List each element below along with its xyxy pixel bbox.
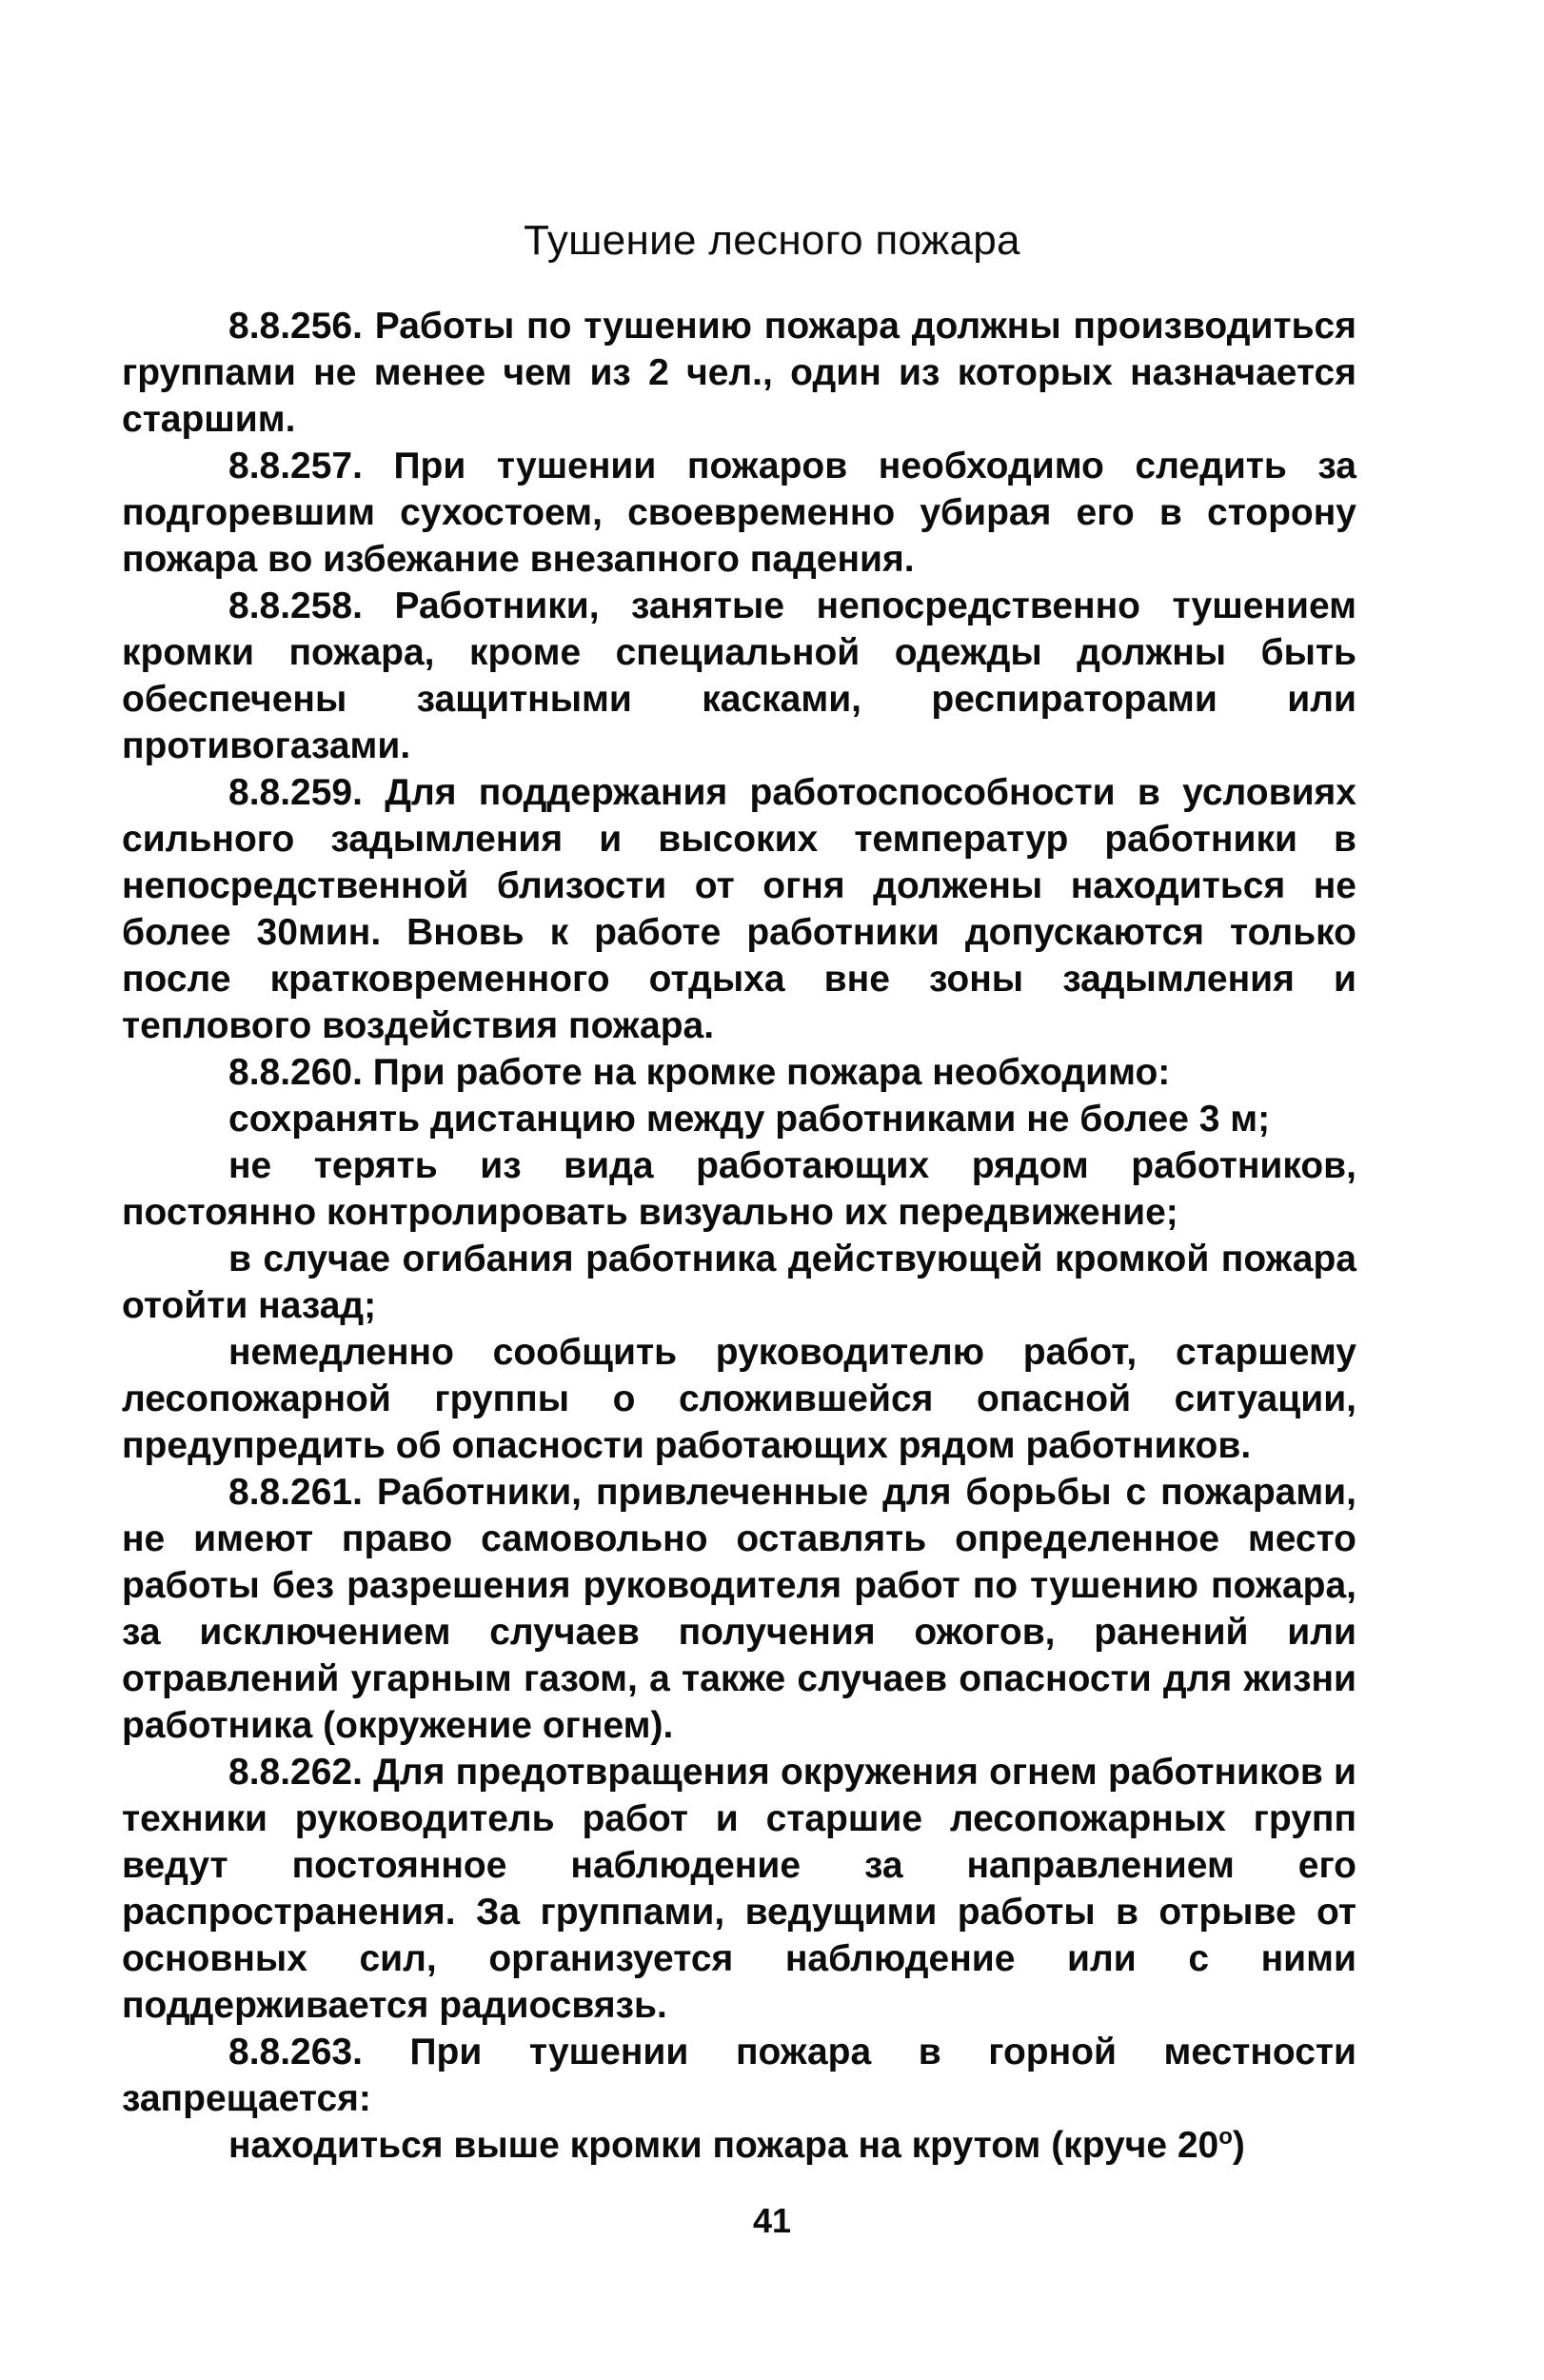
degree-superscript: о bbox=[1218, 2124, 1233, 2150]
final-line-text: находиться выше кромки пожара на крутом (круче 20 bbox=[228, 2125, 1219, 2166]
body-text bbox=[122, 303, 1356, 2169]
list-item-distance: сохранять дистанцию между работниками не более 3 м; bbox=[228, 1099, 1271, 1140]
paragraph-8-8-260: 8.8.260. При работе на кромке пожара необходимо: bbox=[228, 1052, 1171, 1093]
paragraph-8-8-261: 8.8.261. Работники, привлеченные для борьбы с пожарами, не имеют право самовольно оставлять определенное место работы без разрешения руководителя работ по тушению пожара, за исключением случаев получения ожогов, ранений или отравлений угарным газом, а также случаев опасности для жизни работника (окружение огнем). bbox=[122, 1472, 1356, 1746]
final-line-closing: ) bbox=[1232, 2125, 1245, 2166]
list-item-step-back: в случае огибания работника действующей кромкой пожара отойти назад; bbox=[122, 1239, 1356, 1326]
paragraph-8-8-256: 8.8.256. Работы по тушению пожара должны производиться группами не менее чем из 2 чел., один из которых назначается старшим. bbox=[122, 306, 1356, 440]
page-number: 41 bbox=[752, 2201, 792, 2240]
list-item-report-danger: немедленно сообщить руководителю работ, старшему лесопожарной группы о сложившейся опасной ситуации, предупредить об опасности работающих рядом работников. bbox=[122, 1332, 1356, 1466]
paragraph-8-8-257: 8.8.257. При тушении пожаров необходимо следить за подгоревшим сухостоем, своевременно убирая его в сторону пожара во избежание внезапного падения. bbox=[122, 446, 1356, 580]
paragraph-8-8-259: 8.8.259. Для поддержания работоспособности в условиях сильного задымления и высоких температур работники в непосредственной близости от огня должены находиться не более 30мин. Вновь к работе работники допускаются только после кратковременного отдыха вне зоны задымления и теплового воздействия пожара. bbox=[122, 772, 1356, 1046]
list-item-above-edge bbox=[122, 2122, 1356, 2169]
running-head: Тушение лесного пожара bbox=[524, 217, 1020, 264]
paragraph-8-8-263: 8.8.263. При тушении пожара в горной местности запрещается: bbox=[122, 2032, 1356, 2119]
paragraph-8-8-262: 8.8.262. Для предотвращения окружения огнем работников и техники руководитель работ и старшие лесопожарных групп ведут постоянное наблюдение за направлением его распространения. За группами, ведущими работы в отрыве от основных сил, организуется наблюдение или с ними поддерживается радиосвязь. bbox=[122, 1752, 1356, 2026]
paragraph-8-8-258: 8.8.258. Работники, занятые непосредственно тушением кромки пожара, кроме специальной одежды должны быть обеспечены защитными касками, респираторами или противогазами. bbox=[122, 585, 1356, 766]
list-item-visual-control: не терять из вида работающих рядом работников, постоянно контролировать визуально их передвижение; bbox=[122, 1145, 1356, 1233]
